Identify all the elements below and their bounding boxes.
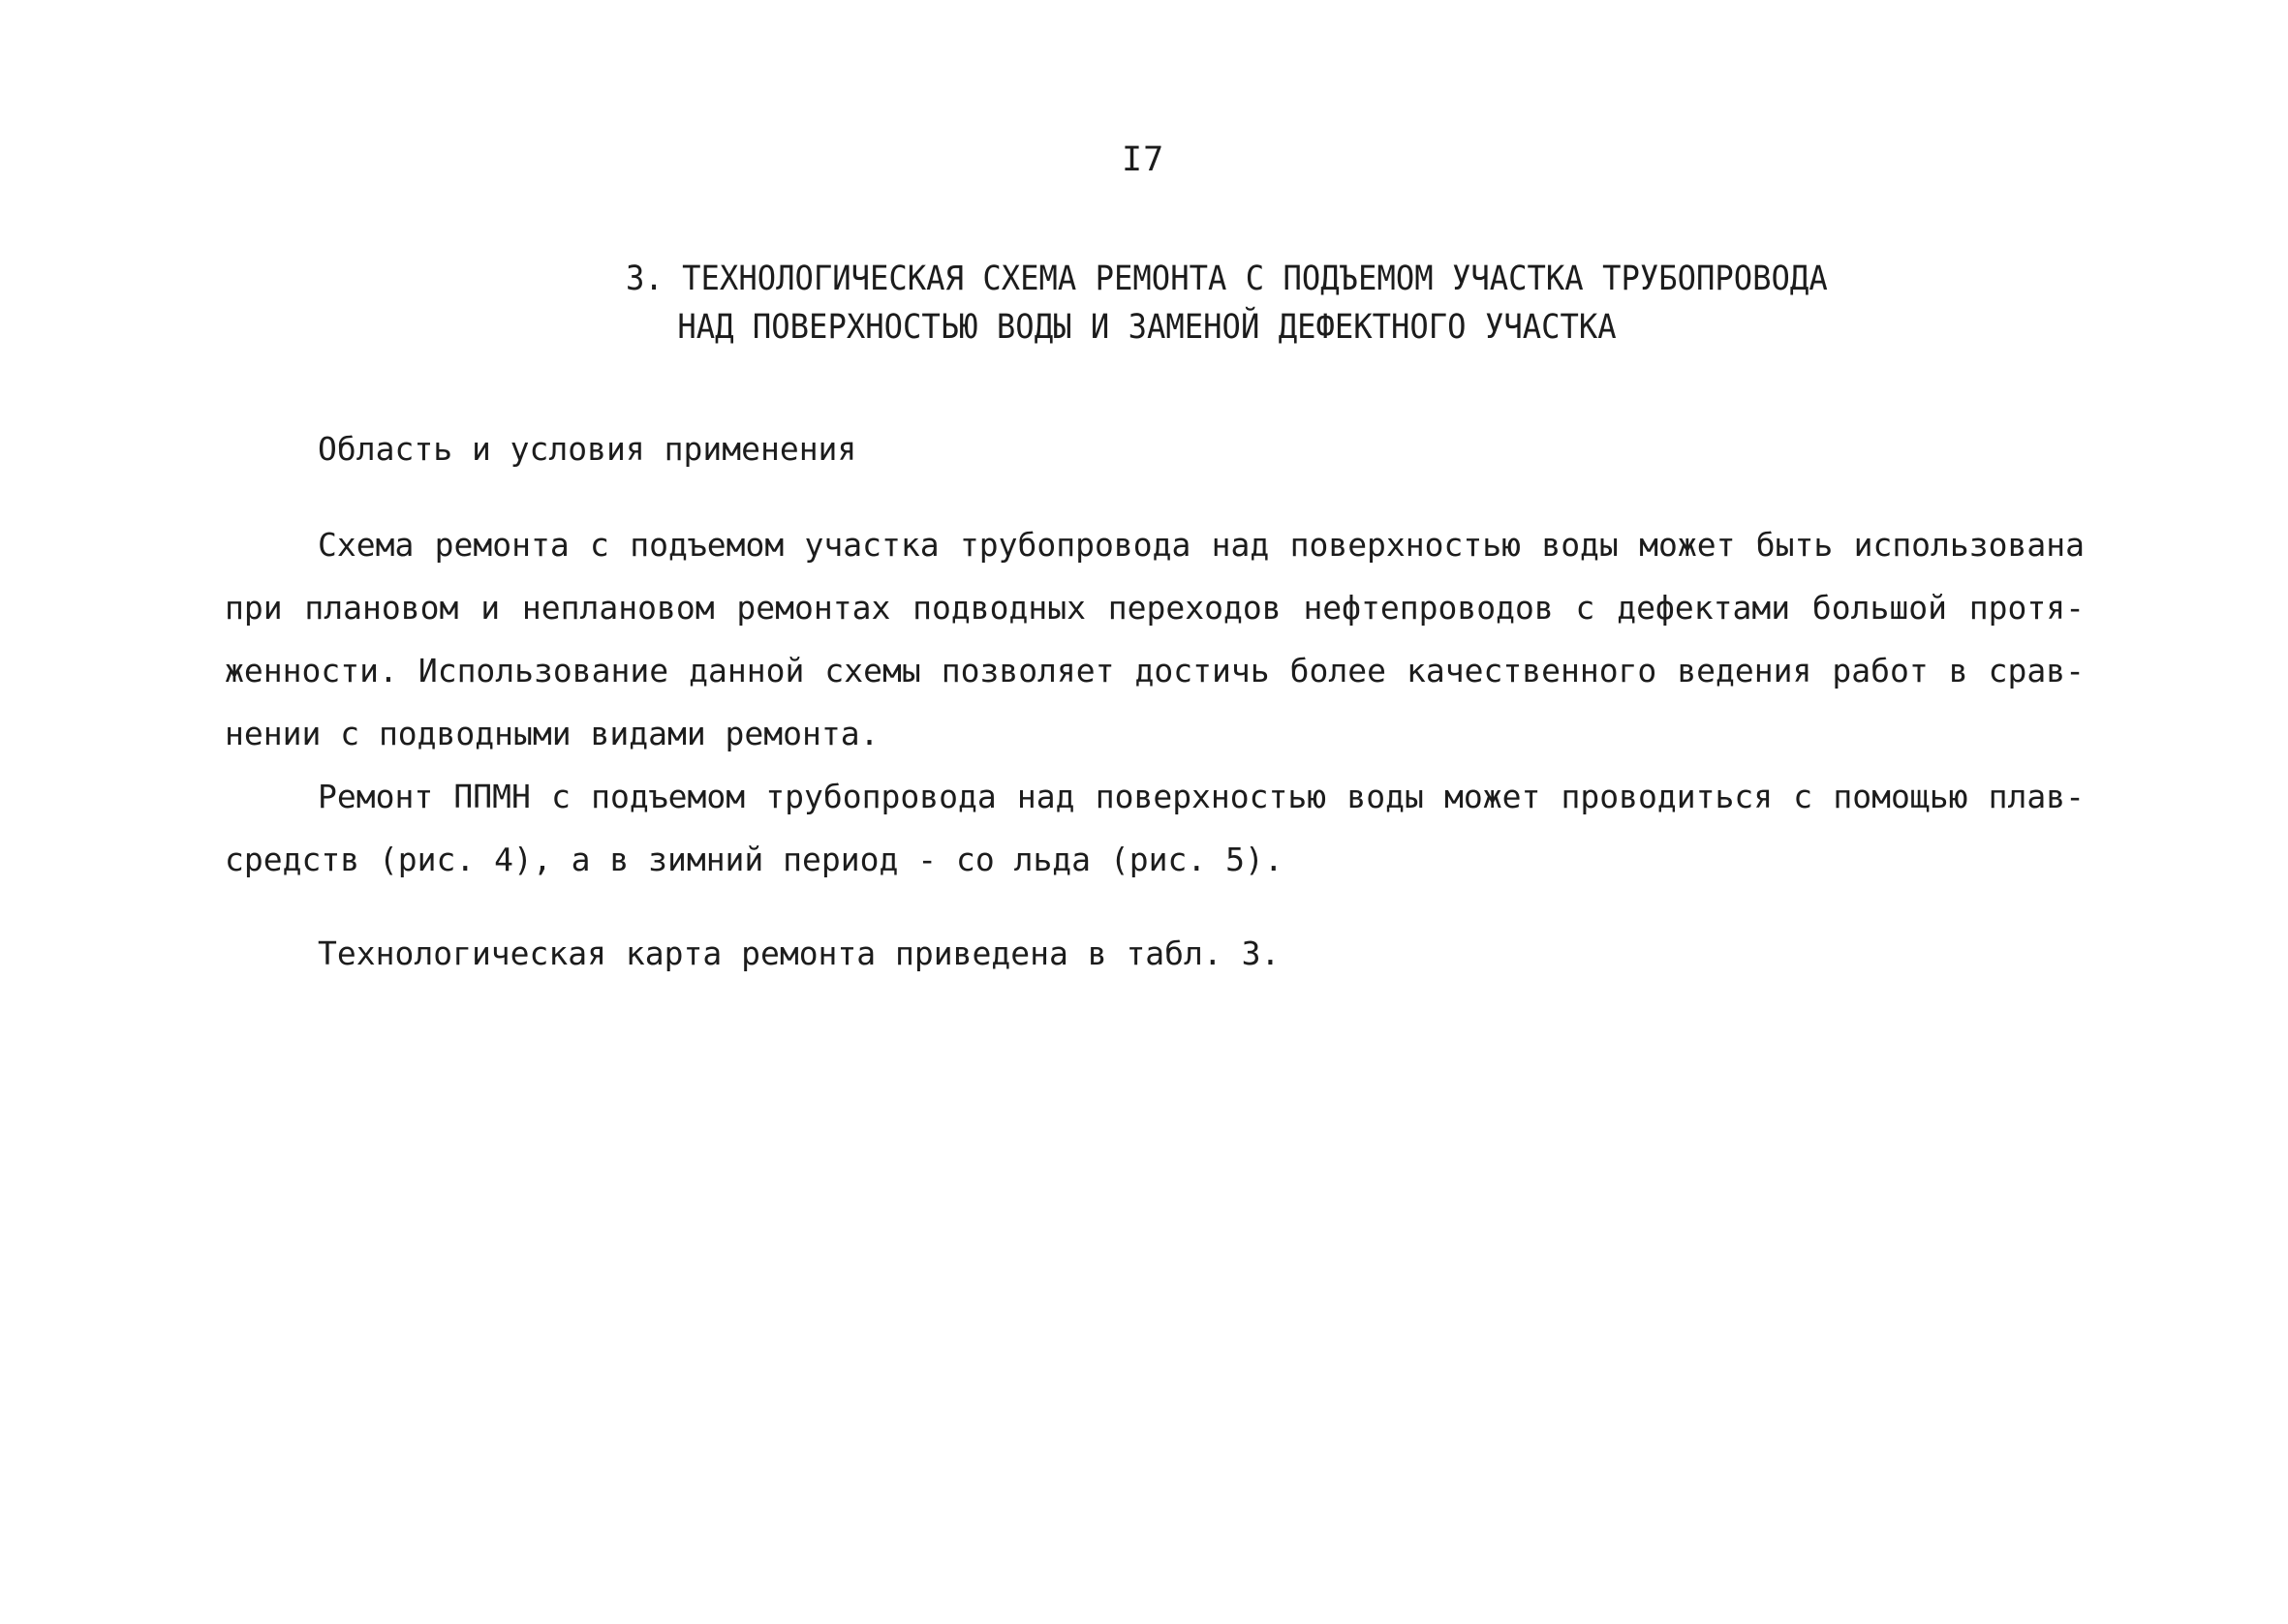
section-title-line2: НАД ПОВЕРХНОСТЬЮ ВОДЫ И ЗАМЕНОЙ ДЕФЕКТНОГО УЧАСТКА — [677, 308, 1617, 347]
paragraph-repair-methods — [225, 765, 2085, 891]
subheading-scope: Область и условия применения — [318, 430, 857, 468]
section-title — [626, 255, 1828, 352]
paragraph1-line3: женности. Использование данной схемы позволяет достичь более качественного ведения работ в срав- — [225, 652, 2085, 689]
paragraph-tech-map-reference: Технологическая карта ремонта приведена в табл. 3. — [318, 935, 1281, 972]
paragraph1-line1: Схема ремонта с подъемом участка трубопровода над поверхностью воды может быть использована — [318, 526, 2085, 564]
paragraph2-line1: Ремонт ППМН с подъемом трубопровода над поверхностью воды может проводиться с помощью плав- — [318, 778, 2085, 815]
paragraph-scope-description — [225, 513, 2085, 765]
paragraph1-line4: нении с подводными видами ремонта. — [225, 715, 880, 752]
page-number: I7 — [1122, 140, 1165, 179]
paragraph1-line2: при плановом и неплановом ремонтах подводных переходов нефтепроводов с дефектами большой протя- — [225, 589, 2085, 627]
section-title-line1: 3. ТЕХНОЛОГИЧЕСКАЯ СХЕМА РЕМОНТА С ПОДЪЕМОМ УЧАСТКА ТРУБОПРОВОДА — [626, 260, 1828, 298]
paragraph2-line2: средств (рис. 4), а в зимний период - со льда (рис. 5). — [225, 841, 1283, 878]
